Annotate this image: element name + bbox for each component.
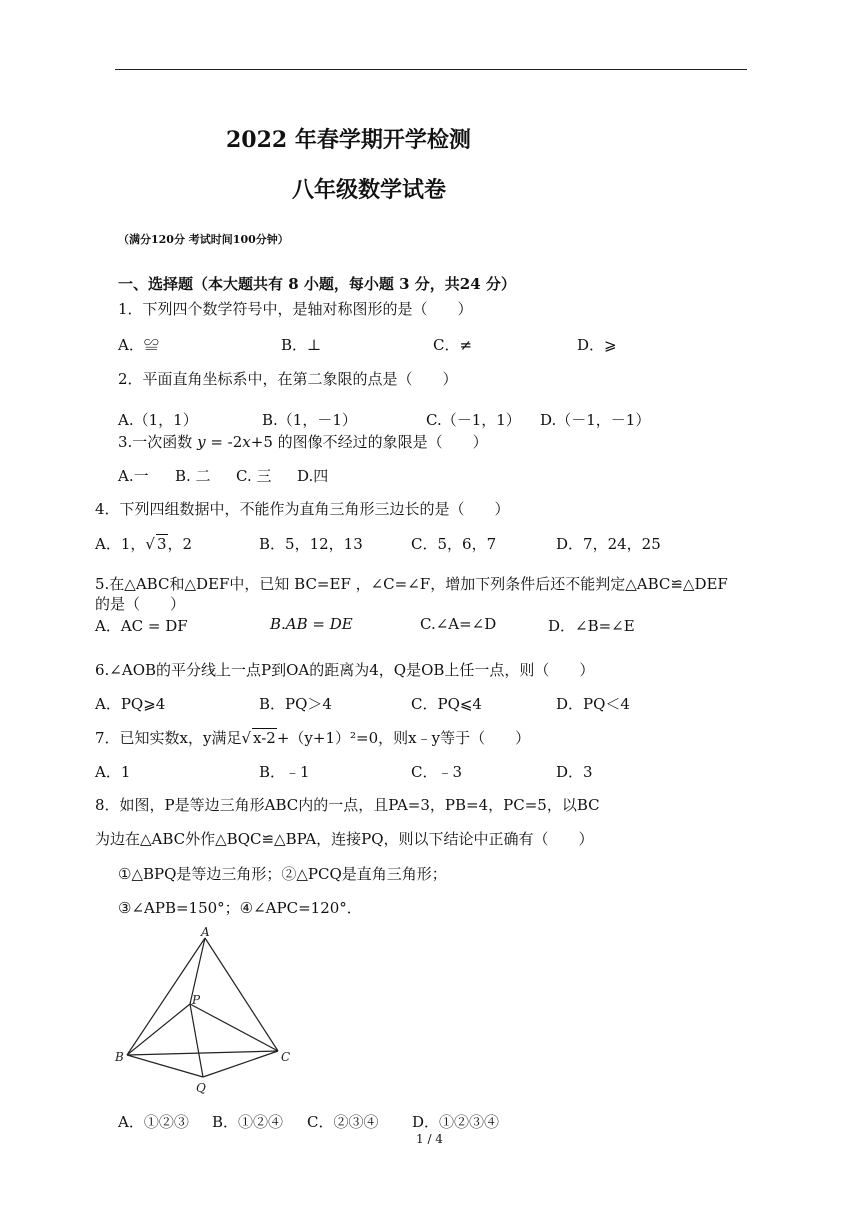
q5-option-c: C.∠A=∠D — [420, 615, 497, 633]
q4-option-a-post: ，2 — [167, 535, 193, 553]
header-rule — [115, 69, 747, 70]
label-a: A — [201, 925, 210, 939]
page-number: 1 / 4 — [416, 1132, 443, 1146]
q7-radicand: x-2 — [253, 729, 276, 747]
question-8-line3: ①△BPQ是等边三角形；②△PCQ是直角三角形； — [118, 865, 447, 883]
question-7 — [95, 727, 530, 748]
edge-bq — [127, 1055, 203, 1077]
q3-option-d: D.四 — [297, 467, 329, 485]
q1-option-b: B．⊥ — [281, 336, 322, 354]
question-6: 6.∠AOB的平分线上一点P到OA的距离为4，Q是OB上任一点，则（ ） — [95, 661, 595, 679]
question-2: 2．平面直角坐标系中，在第二象限的点是（ ） — [118, 370, 458, 388]
question-4: 4．下列四组数据中，不能作为直角三角形三边长的是（ ） — [95, 500, 510, 518]
q3-math-x: x — [242, 433, 251, 451]
q4-option-b: B．5，12，13 — [259, 535, 363, 553]
q3-stem-mid: = -2 — [205, 433, 243, 451]
exam-subtitle: 八年级数学试卷 — [292, 177, 447, 203]
label-q: Q — [196, 1081, 206, 1095]
q7-stem-post: +（y+1）²=0，则x﹣y等于（ ） — [276, 729, 531, 747]
label-b: B — [115, 1050, 124, 1064]
q7-option-d: D．3 — [556, 763, 593, 781]
q3-stem-pre: 3.一次函数 — [118, 433, 198, 451]
radical-sign: √ — [145, 535, 155, 553]
q8-option-c: C．②③④ — [307, 1113, 379, 1131]
q8-option-a: A．①②③ — [118, 1113, 189, 1131]
q4-option-a — [95, 533, 192, 554]
q5-option-a: A．AC = DF — [95, 617, 188, 635]
q7-stem-pre: 7．已知实数x，y满足 — [95, 729, 242, 747]
question-1: 1．下列四个数学符号中，是轴对称图形的是（ ） — [118, 300, 473, 318]
q4-option-a-pre: A．1， — [95, 535, 146, 553]
section-heading: 一、选择题（本大题共有 8 小题，每小题 3 分，共24 分） — [118, 275, 516, 293]
q2-option-a: A.（1，1） — [118, 411, 198, 429]
edge-pb — [127, 1004, 190, 1055]
radical-sign: √ — [241, 729, 252, 747]
label-c: C — [281, 1050, 291, 1064]
q4-radicand: 3 — [156, 535, 167, 553]
edge-ac — [205, 938, 278, 1051]
q7-option-a: A．1 — [95, 763, 131, 781]
q8-option-b: B．①②④ — [212, 1113, 284, 1131]
q1-option-a: A．≌ — [118, 336, 159, 354]
question-8-line2: 为边在△ABC外作△BQC≌△BPA，连接PQ，则以下结论中正确有（ ） — [95, 830, 594, 848]
q2-option-b: B.（1，－1） — [262, 411, 357, 429]
question-8-line4: ③∠APB=150°；④∠APC=120°． — [118, 899, 362, 917]
q3-option-b: B. 二 — [175, 467, 211, 485]
q2-option-c: C.（－1，1） — [426, 411, 521, 429]
question-5-line1: 5.在△ABC和△DEF中，已知 BC=EF ，∠C=∠F，增加下列条件后还不能判定△ABC≌△DEF — [95, 575, 728, 593]
q3-option-a: A.一 — [118, 467, 149, 485]
q4-option-c: C．5，6，7 — [411, 535, 497, 553]
q1-option-d: D．⩾ — [577, 336, 617, 354]
q4-option-d: D．7，24，25 — [556, 535, 661, 553]
edge-qc — [203, 1051, 278, 1077]
q3-option-c: C. 三 — [236, 467, 272, 485]
q7-option-c: C．﹣3 — [411, 763, 463, 781]
q5-option-b: B.AB = DE — [270, 615, 353, 633]
q3-stem-post: +5 的图像不经过的象限是（ ） — [250, 433, 488, 451]
q6-option-d: D．PQ＜4 — [556, 695, 630, 713]
triangle-figure — [100, 918, 310, 1098]
q7-option-b: B．﹣1 — [259, 763, 310, 781]
q1-option-c: C．≠ — [433, 336, 473, 354]
q6-option-c: C．PQ⩽4 — [411, 695, 482, 713]
edge-pc — [190, 1004, 278, 1051]
q8-option-d: D．①②③④ — [412, 1113, 500, 1131]
edge-bc — [127, 1051, 278, 1055]
q6-option-b: B．PQ＞4 — [259, 695, 332, 713]
exam-title: 2022 年春学期开学检测 — [226, 127, 471, 153]
q3-math-y: y — [197, 433, 206, 451]
question-3 — [118, 431, 488, 452]
label-p: P — [192, 993, 201, 1007]
q2-option-d: D.（－1，－1） — [540, 411, 651, 429]
q6-option-a: A．PQ⩾4 — [95, 695, 166, 713]
exam-note: （满分120分 考试时间100分钟） — [118, 233, 289, 246]
question-5-line2: 的是（ ） — [95, 595, 186, 613]
question-8-line1: 8．如图，P是等边三角形ABC内的一点，且PA=3，PB=4，PC=5，以BC — [95, 796, 600, 814]
edge-pq — [190, 1004, 203, 1077]
q5-option-d: D．∠B=∠E — [548, 617, 635, 635]
